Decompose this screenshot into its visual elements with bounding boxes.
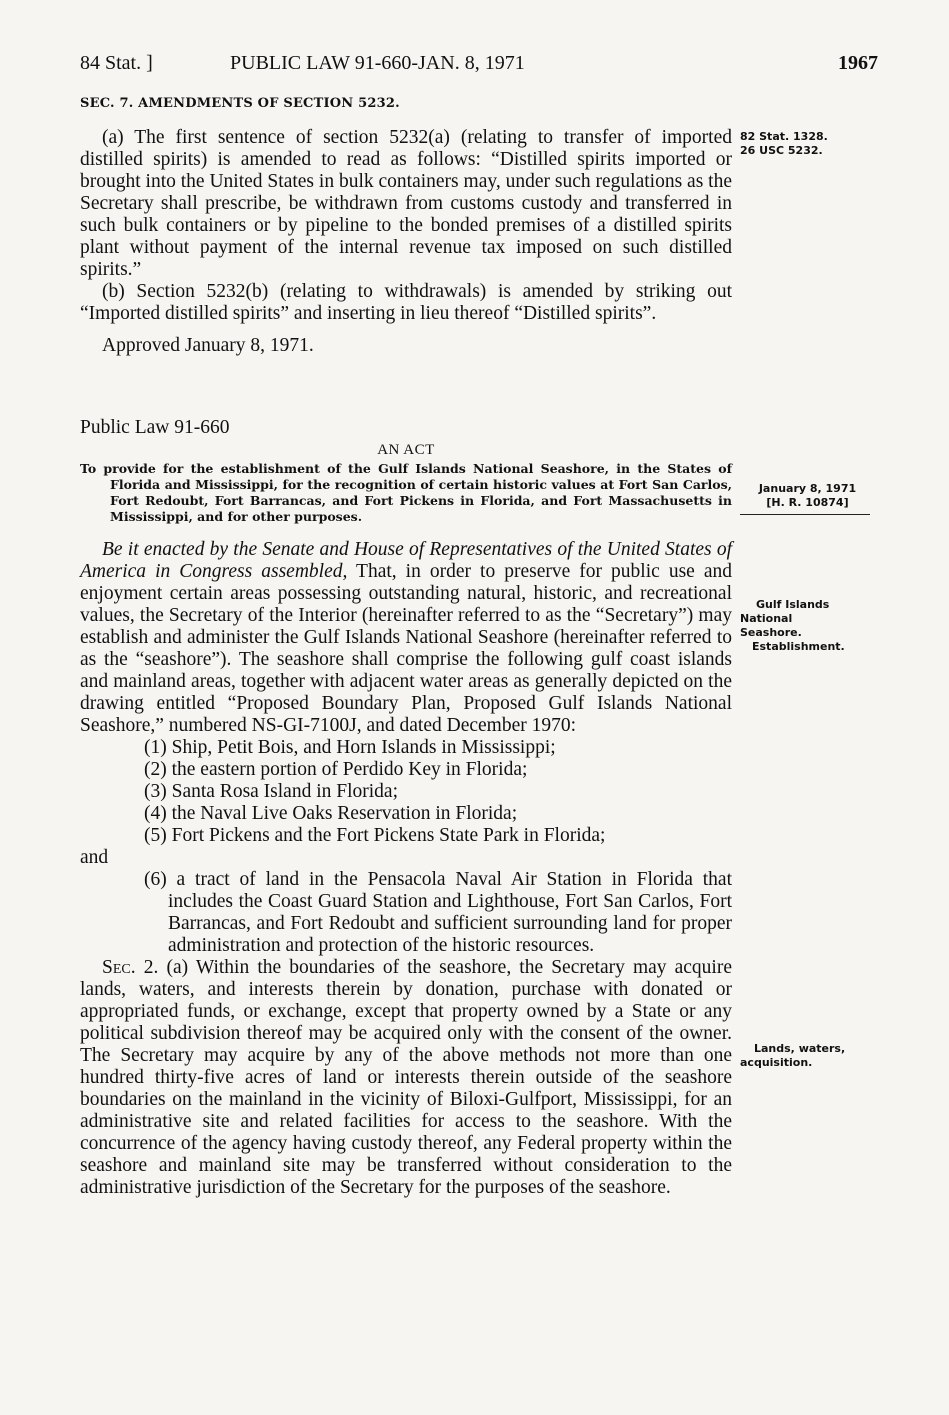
section-7-paragraph-b: (b) Section 5232(b) (relating to withdrawals) is amended by striking out “Imported distilled spirits” and inserting in lieu thereof “Distilled spirits”. — [80, 281, 732, 324]
area-item-2: (2) the eastern portion of Perdido Key in Florida; — [144, 759, 528, 780]
section-2-label: Sec. 2. — [102, 957, 159, 978]
page-number: 1967 — [838, 52, 878, 74]
area-item-5: (5) Fort Pickens and the Fort Pickens State Park in Florida; — [144, 825, 606, 846]
margin-note-seashore — [740, 598, 875, 654]
stat-reference: 82 Stat. 1328. — [740, 130, 828, 143]
section-7-paragraph-a: (a) The first sentence of section 5232(a) (relating to transfer of imported distilled spirits) is amended to read as follows: “Distilled spirits imported or brought into the United States in bulk containers may, under such regulations as the Secretary shall prescribe, be withdrawn from customs custody and transferred in such bulk containers or by pipeline to the bonded premises of a distilled spirits plant without payment of the internal revenue tax imposed on such distilled spirits.” — [80, 127, 732, 280]
usc-reference: 26 USC 5232. — [740, 144, 823, 157]
margin-seashore: Seashore. — [740, 626, 802, 639]
enacting-formula: Be it enacted by the Senate and House of Representatives of the United States of America in Congress assembled, — [80, 539, 732, 582]
area-item-1: (1) Ship, Petit Bois, and Horn Islands in Mississippi; — [144, 737, 556, 758]
margin-note-citation — [740, 130, 875, 158]
statute-volume: 84 Stat. ] — [80, 52, 153, 74]
area-item-3: (3) Santa Rosa Island in Florida; — [144, 781, 399, 802]
area-item-4: (4) the Naval Live Oaks Reservation in Florida; — [144, 803, 518, 824]
enactment-date: January 8, 1971 — [758, 482, 857, 495]
margin-gulf-islands: Gulf Islands — [756, 598, 830, 611]
enacting-clause — [80, 539, 732, 737]
public-law-title: Public Law 91-660 — [80, 417, 230, 438]
margin-establishment: Establishment. — [752, 640, 845, 653]
act-purpose: To provide for the establishment of the Gulf Islands National Seashore, in the States of Florida and Mississippi, for the recognition of certain historic values at Fort San Carlos, Fort Redoubt, Fort Barrancas, and Fort Pickens in Florida, and Fort Massachusetts in Mississippi, and for other purposes. — [80, 461, 732, 524]
section-2-text: (a) Within the boundaries of the seashore, the Secretary may acquire lands, waters, and interests therein by donation, purchase with donated or appropriated funds, or exchange, except that property owned by a State or any political subdivision thereof may be acquired only with the consent of the owner. The Secretary may acquire by any of the above methods not more than one hundred thirty-five acres of land or interests therein outside of the seashore boundaries on the mainland in the vicinity of Biloxi-Gulfport, Mississippi, for an administrative site and related facilities for access to the seashore. With the concurrence of the agency having custody thereof, any Federal property within the seashore and mainland site may be transferred without consideration to the administrative jurisdiction of the Secretary for the purposes of the seashore. — [80, 957, 732, 1198]
margin-rule — [740, 514, 870, 515]
margin-lands-waters: Lands, waters, — [754, 1042, 846, 1055]
margin-note-bill — [740, 482, 875, 515]
enacting-text: That, in order to preserve for public use and enjoyment certain areas possessing outstanding natural, historic, and recreational values, the Secretary of the Interior (hereinafter referred to as the “Secretary”) may establish and administer the Gulf Islands National Seashore (hereinafter referred to as the “seashore”). The seashore shall comprise the following gulf coast islands and mainland areas, together with adjacent water areas as generally depicted on the drawing entitled “Proposed Boundary Plan, Proposed Gulf Islands National Seashore,” numbered NS-GI-7100J, and dated December 1970: — [80, 561, 732, 736]
section-2-paragraph — [80, 957, 732, 1199]
list-conjunction: and — [80, 847, 109, 868]
an-act-heading: AN ACT — [377, 442, 435, 458]
approval-date: Approved January 8, 1971. — [102, 335, 314, 356]
section-7-heading: SEC. 7. AMENDMENTS OF SECTION 5232. — [80, 96, 400, 111]
running-head — [80, 52, 880, 82]
law-title-header: PUBLIC LAW 91-660-JAN. 8, 1971 — [230, 52, 525, 74]
main-text-column — [80, 96, 732, 1199]
margin-note-lands — [740, 1042, 875, 1070]
area-item-6: (6) a tract of land in the Pensacola Naval Air Station in Florida that includes the Coast Guard Station and Lighthouse, Fort San Carlos, Fort Barrancas, and Fort Redoubt and sufficient surrounding land for proper administration and protection of the historic resources. — [144, 869, 732, 956]
bill-number: [H. R. 10874] — [766, 496, 849, 509]
margin-acquisition: acquisition. — [740, 1056, 813, 1069]
margin-national: National — [740, 612, 793, 625]
